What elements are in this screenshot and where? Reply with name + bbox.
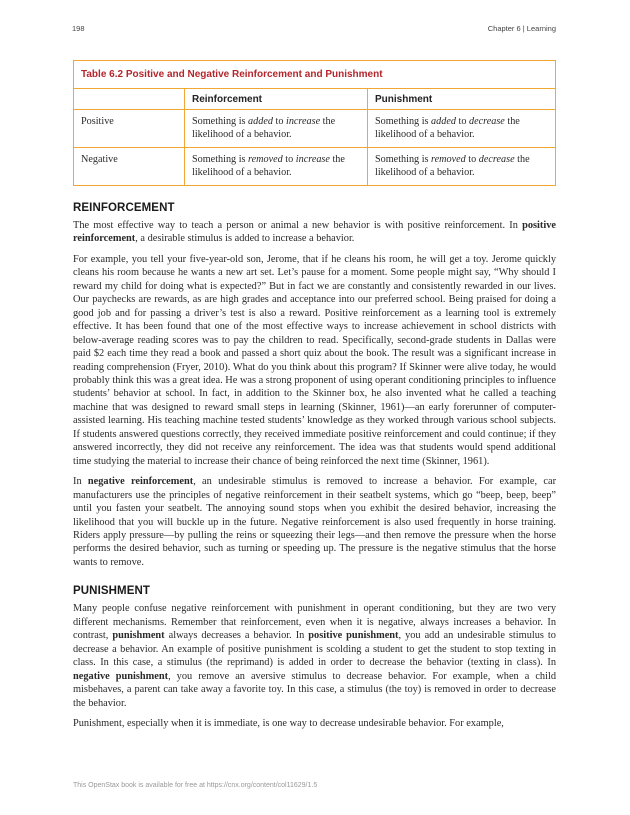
section-heading-punishment: PUNISHMENT: [73, 585, 151, 598]
page-header: [72, 24, 556, 33]
page-number: 198: [72, 24, 85, 33]
paragraph: In negative reinforcement, an undesirable stimulus is removed to increase a behavior. For example, car manufacturers use the principles of negative reinforcement in their seatbelt systems, which go “beep, beep, beep” until you fasten your seatbelt. The annoying sound stops when you exhibit the desired behavior, increasing the likelihood that you will buckle up in the future. Negative reinforcement is also used frequently in horse training. Riders apply pressure—by pulling the reins or squeezing their legs—and then remove the pressure when the horse performs the desired behavior, such as turning or speeding up. The pressure is the negative stimulus that the horse wants to remove.: [73, 476, 557, 568]
body-text: [73, 202, 556, 737]
table-row-negative: [74, 148, 556, 186]
section-heading-reinforcement: REINFORCEMENT: [73, 202, 175, 214]
table-header-punishment: Punishment: [368, 89, 556, 110]
paragraph: Punishment, especially when it is immediate, is one way to decrease undesirable behavior. For example,: [73, 717, 504, 729]
reinforcement-table: [73, 60, 556, 186]
table-cell: Something is added to increase the likelihood of a behavior.: [185, 110, 368, 148]
table-cell: Something is removed to decrease the likelihood of a behavior.: [368, 148, 556, 186]
table-row-positive: [74, 110, 556, 148]
row-label: Positive: [74, 110, 185, 148]
paragraph: For example, you tell your five-year-old son, Jerome, that if he cleans his room, he will get a toy. Jerome quickly cleans his room because he wants a new art set. Let’s pause for a moment. Some people might say, “Why should I reward my child for doing what is expected?” But in fact we are constantly and consistently rewarded in our lives. Our paychecks are rewards, as are high grades and acceptance into our preferred school. Being praised for doing a good job and for passing a driver’s test is also a reward. Positive reinforcement as a learning tool is extremely effective. It has been found that one of the most effective ways to increase achievement in school districts with below-average reading scores was to pay the children to read. Specifically, second-grade students in Dallas were paid $2 each time they read a book and passed a short quiz about the book. The result was a significant increase in reading comprehension (Fryer, 2010). What do you think about this program? If Skinner were alive today, he would probably think this was a great idea. He was a strong proponent of using operant conditioning principles to influence students’ behavior at school. In fact, in addition to the Skinner box, he also invented what he called a teaching machine that was designed to reward small steps in learning (Skinner, 1961)—an early forerunner of computer-assisted learning. His teaching machine tested students’ knowledge as they worked through various school subjects. If students answered questions correctly, they received immediate positive reinforcement and could continue; if they answered incorrectly, they did not receive any reinforcement. The idea was that students would spend additional time studying the material to increase their chance of being reinforced the next time (Skinner, 1961).: [73, 253, 556, 467]
paragraph: Many people confuse negative reinforcement with punishment in operant conditioning, but they are two very different mechanisms. Remember that reinforcement, even when it is negative, always increases a behavior. In contrast, punishment always decreases a behavior. In positive punishment, you add an undesirable stimulus to decrease a behavior. An example of positive punishment is scolding a student to get the student to stop texting in class. In this case, a stimulus (the reprimand) is added in order to decrease the behavior (texting in class). In negative punishment, you remove an aversive stimulus to decrease behavior. For example, when a child misbehaves, a parent can take away a favorite toy. In this case, a stimulus (the toy) is removed in order to decrease the behavior.: [73, 603, 556, 709]
chapter-label: Chapter 6 | Learning: [487, 24, 556, 33]
table-cell: Something is added to decrease the likelihood of a behavior.: [368, 110, 556, 148]
page-footer: This OpenStax book is available for free at https://cnx.org/content/col11629/1.5: [73, 782, 318, 789]
table-header-empty: [74, 89, 185, 110]
table-caption: Table 6.2 Positive and Negative Reinforcement and Punishment: [74, 61, 556, 89]
table-cell: Something is removed to increase the likelihood of a behavior.: [185, 148, 368, 186]
row-label: Negative: [74, 148, 185, 186]
table-header-row: [74, 89, 556, 110]
table-header-reinforcement: Reinforcement: [185, 89, 368, 110]
paragraph: The most effective way to teach a person or animal a new behavior is with positive reinforcement. In positive reinforcement, a desirable stimulus is added to increase a behavior.: [73, 220, 556, 245]
